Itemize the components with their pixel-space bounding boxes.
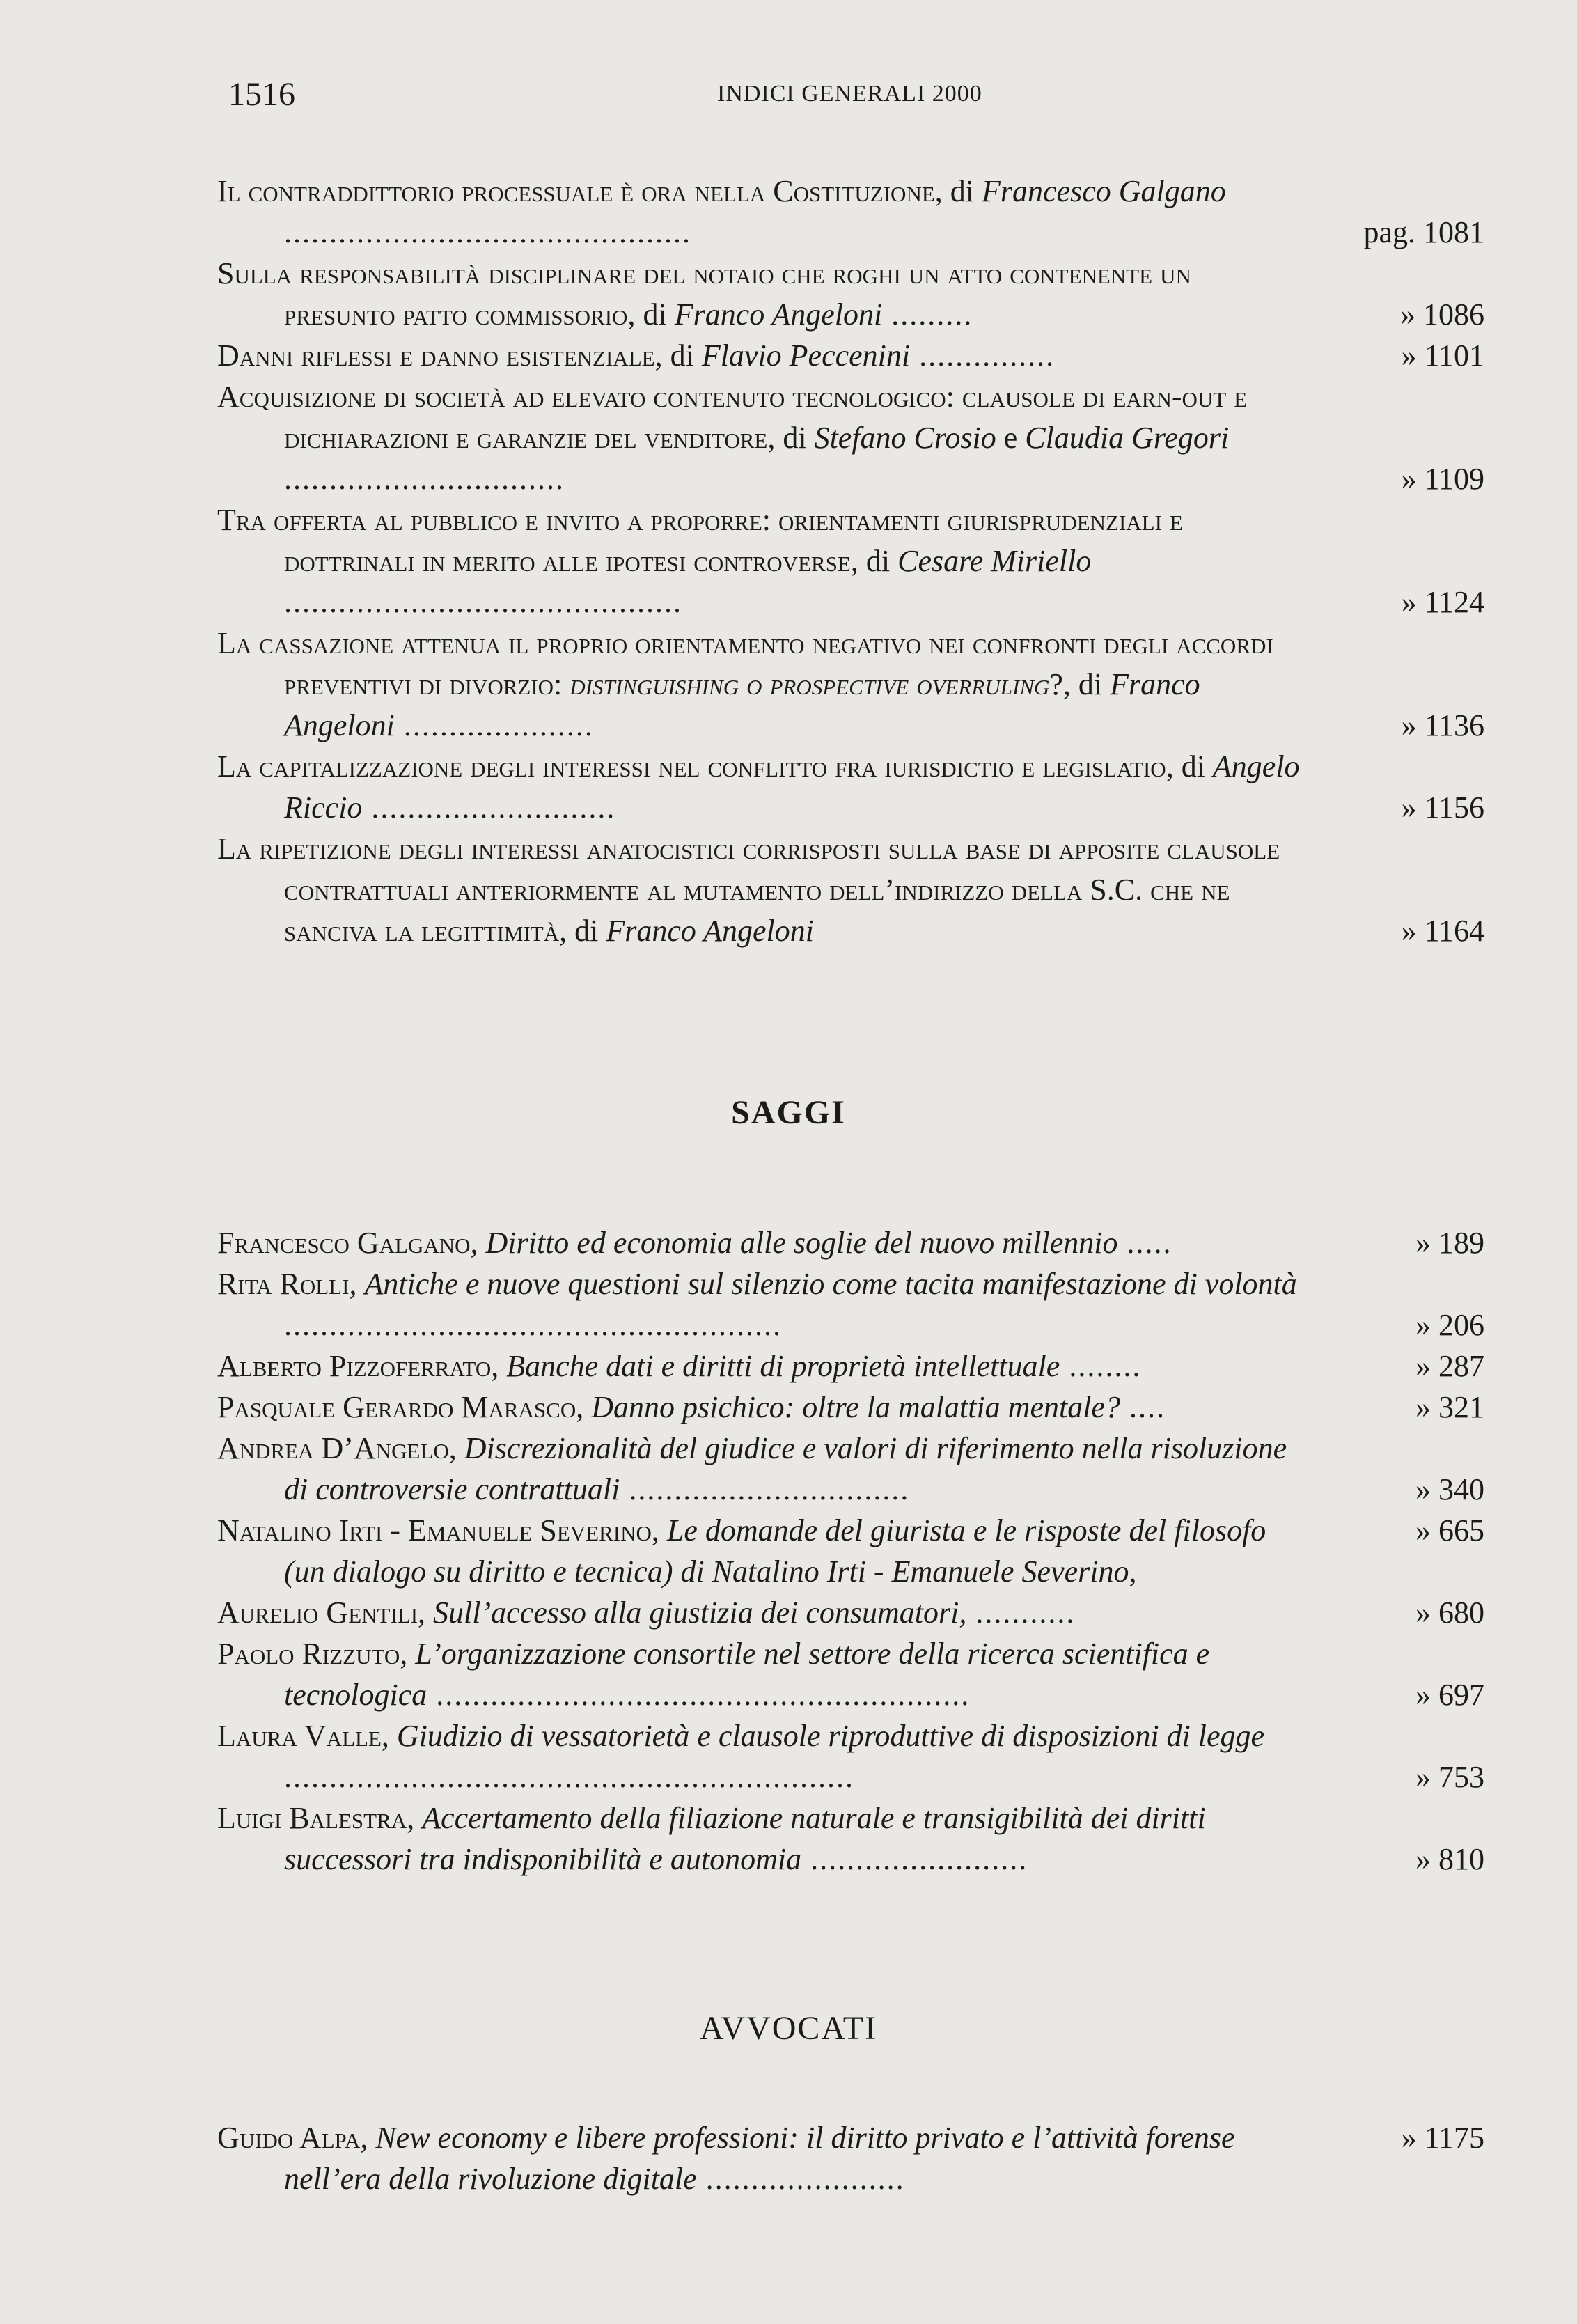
top-entries [217,171,1484,951]
toc-entry: La capitalizzazione degli interessi nel conflitto fra iurisdictio e legislatio, di Angelo Riccio ........................... » 1156 [217,746,1484,828]
page-ref: » 1109 [1401,462,1484,496]
page-ref: » 1101 [1401,338,1484,373]
page-ref: » 287 [1415,1349,1484,1383]
entry-title: La cassazione attenua il proprio orientamento negativo nei confronti degli accordi preventivi di divorzio: [217,626,1273,701]
entry-author-2: Claudia Gregori [1025,421,1230,455]
entry-title: L’organizzazione consortile nel settore della ricerca scientifica e tecnologica [284,1637,1210,1712]
toc-entry: Paolo Rizzuto, L’organizzazione consortile nel settore della ricerca scientifica e tecnologica ........................................................... » 697 [217,1633,1484,1715]
page-ref-number: 1156 [1424,790,1484,825]
page-ref: » 1124 [1401,585,1484,619]
page-ref-number: 1081 [1423,215,1484,249]
entry-author: Rita Rolli [217,1267,350,1301]
page-ref-number: 1109 [1424,462,1484,496]
page-ref-number: 1164 [1424,914,1484,948]
toc-entry: Alberto Pizzoferrato, Banche dati e diritti di proprietà intellettuale ........ » 287 [217,1346,1484,1387]
entry-title: Tra offerta al pubblico e invito a proporre: orientamenti giurisprudenziali e dottrinali in merito alle ipotesi controverse [217,503,1183,578]
entry-author: Francesco Galgano [217,1226,471,1260]
entry-author: Cesare Miriello [897,544,1092,578]
entry-author: Andrea D’Angelo [217,1431,449,1465]
toc-entry: Natalino Irti - Emanuele Severino, Le domande del giurista e le risposte del filosofo (un dialogo su diritto e tecnica) di Natalino Irti - Emanuele Severino, » 665 [217,1510,1484,1592]
page-ref-number: 189 [1438,1226,1484,1260]
page-ref-number: 321 [1438,1390,1484,1424]
entry-title: Danni riflessi e danno esistenziale [217,338,655,373]
entry-author: Stefano Crosio [814,421,996,455]
entry-author: Franco Angeloni [284,667,1200,742]
page-ref: » 665 [1415,1513,1484,1547]
toc-entry: Il contraddittorio processuale è ora nella Costituzione, di Francesco Galgano ............................................. pag. 1081 [217,171,1484,253]
page-ref: » 680 [1415,1596,1484,1630]
entry-author: Paolo Rizzuto [217,1637,400,1671]
entry-title: Diritto ed economia alle soglie del nuovo millennio [485,1226,1118,1260]
page-ref: » 810 [1415,1842,1484,1876]
toc-entry: Acquisizione di società ad elevato contenuto tecnologico: clausole di earn-out e dichiarazioni e garanzie del venditore, di Stefano Crosio e Claudia Gregori ............................... » 1109 [217,376,1484,499]
page-ref: » 1175 [1401,2121,1484,2155]
page-ref: pag. 1081 [1363,215,1484,249]
entry-author: Flavio Peccenini [701,338,911,373]
entry-author: Franco Angeloni [674,297,883,332]
page-ref: » 321 [1415,1390,1484,1424]
entry-author: Pasquale Gerardo Marasco [217,1390,576,1424]
toc-entry: Pasquale Gerardo Marasco, Danno psichico: oltre la malattia mentale? .... » 321 [217,1387,1484,1428]
entry-author: Guido Alpa [217,2121,361,2155]
page-ref-number: 680 [1438,1596,1484,1630]
entry-author: Angelo Riccio [284,749,1300,825]
section-heading-avvocati: AVVOCATI [699,2010,878,2047]
saggi-entries [217,1222,1484,1880]
page-ref-number: 1136 [1424,708,1484,742]
page-header [0,70,1577,118]
page-ref-number: 665 [1438,1513,1484,1547]
toc-entry: Francesco Galgano, Diritto ed economia alle soglie del nuovo millennio ..... » 189 [217,1222,1484,1263]
page-ref: » 753 [1415,1760,1484,1794]
page-ref-number: 340 [1438,1472,1484,1506]
entry-author: Alberto Pizzoferrato [217,1349,492,1383]
entry-title: La ripetizione degli interessi anatocistici corrisposti sulla base di apposite clausole contrattuali anteriormente al mutamento dell’indirizzo della S.C. che ne sanciva la legittimità [217,832,1280,948]
entry-title: Acquisizione di società ad elevato contenuto tecnologico: clausole di earn-out e dichiarazioni e garanzie del venditore [217,380,1248,455]
entry-title: Accertamento della filiazione naturale e transigibilità dei diritti successori tra indisponibilità e autonomia [284,1801,1206,1876]
page-ref-number: 753 [1438,1760,1484,1794]
toc-entry: Aurelio Gentili, Sull’accesso alla giustizia dei consumatori, ........... » 680 [217,1592,1484,1633]
page-ref: » 1156 [1401,790,1484,825]
page-ref: » 697 [1415,1678,1484,1712]
page-ref-number: 810 [1438,1842,1484,1876]
entry-title: Sulla responsabilità disciplinare del notaio che roghi un atto contenente un presunto patto commissorio [217,256,1191,332]
toc-entry: Luigi Balestra, Accertamento della filiazione naturale e transigibilità dei diritti successori tra indisponibilità e autonomia ........................ » 810 [217,1797,1484,1880]
page-ref: » 1136 [1401,708,1484,742]
running-title: INDICI GENERALI 2000 [717,81,982,107]
page-ref-number: 1101 [1424,338,1484,373]
entry-title: Discrezionalità del giudice e valori di riferimento nella risoluzione di controversie contrattuali [284,1431,1287,1506]
page-ref-number: 1124 [1424,585,1484,619]
page-ref-number: 1086 [1423,297,1484,332]
toc-entry: Tra offerta al pubblico e invito a proporre: orientamenti giurisprudenziali e dottrinali in merito alle ipotesi controverse, di Cesare Miriello ............................................ » 1124 [217,499,1484,623]
entry-author: Luigi Balestra [217,1801,407,1835]
section-heading-saggi: SAGGI [731,1094,846,1131]
entry-title: Le domande del giurista e le risposte del filosofo (un dialogo su diritto e tecnica) di Natalino Irti - Emanuele Severino, [284,1513,1266,1589]
entry-title: Giudizio di vessatorietà e clausole riproduttive di disposizioni di legge [396,1719,1265,1753]
toc-entry: Guido Alpa, New economy e libere professioni: il diritto privato e l’attività forense nell’era della rivoluzione digitale ...................... » 1175 [217,2117,1484,2199]
entry-title: La capitalizzazione degli interessi nel conflitto fra iurisdictio e legislatio [217,749,1166,783]
page-ref-number: 287 [1438,1349,1484,1383]
toc-entry: Andrea D’Angelo, Discrezionalità del giudice e valori di riferimento nella risoluzione di controversie contrattuali ............................... » 340 [217,1428,1484,1510]
page-ref-number: 1175 [1424,2121,1484,2155]
page-ref: » 1086 [1400,297,1484,332]
entry-title: New economy e libere professioni: il diritto privato e l’attività forense nell’era della rivoluzione digitale [284,2121,1235,2196]
entry-title: Sull’accesso alla giustizia dei consumatori, [433,1596,967,1630]
entry-author: Natalino Irti - Emanuele Severino [217,1513,652,1547]
entry-author: Laura Valle [217,1719,382,1753]
entry-title: Danno psichico: oltre la malattia mentale? [591,1390,1120,1424]
entry-title-italic: distinguishing o prospective overruling [570,667,1050,701]
toc-entry: La cassazione attenua il proprio orientamento negativo nei confronti degli accordi preventivi di divorzio: distinguishing o prospective overruling?, di Franco Angeloni ..................... » 1136 [217,623,1484,746]
page-ref-number: 206 [1438,1308,1484,1342]
entry-title: Banche dati e diritti di proprietà intellettuale [506,1349,1060,1383]
toc-entry: Sulla responsabilità disciplinare del notaio che roghi un atto contenente un presunto patto commissorio, di Franco Angeloni ......... » 1086 [217,253,1484,335]
entry-author: Francesco Galgano [982,174,1226,208]
entry-title: Antiche e nuove questioni sul silenzio come tacita manifestazione di volontà [364,1267,1297,1301]
entry-author: Aurelio Gentili [217,1596,418,1630]
entry-title: Il contraddittorio processuale è ora nella Costituzione [217,174,935,208]
toc-entry: Laura Valle, Giudizio di vessatorietà e clausole riproduttive di disposizioni di legge ............................................................... » 753 [217,1715,1484,1797]
entry-author: Franco Angeloni [606,914,814,948]
page-ref: » 340 [1415,1472,1484,1506]
toc-entry: La ripetizione degli interessi anatocistici corrisposti sulla base di apposite clausole contrattuali anteriormente al mutamento dell’indirizzo della S.C. che ne sanciva la legittimità, di Franco Angeloni » 1164 [217,828,1484,951]
page-ref: » 1164 [1401,914,1484,948]
avvocati-entries [217,2117,1484,2199]
page-ref: » 206 [1415,1308,1484,1342]
toc-entry: Danni riflessi e danno esistenziale, di Flavio Peccenini ............... » 1101 [217,335,1484,376]
page-number: 1516 [228,76,295,113]
page-ref-number: 697 [1438,1678,1484,1712]
toc-entry: Rita Rolli, Antiche e nuove questioni sul silenzio come tacita manifestazione di volontà ....................................................... » 206 [217,1263,1484,1346]
page-ref: » 189 [1415,1226,1484,1260]
